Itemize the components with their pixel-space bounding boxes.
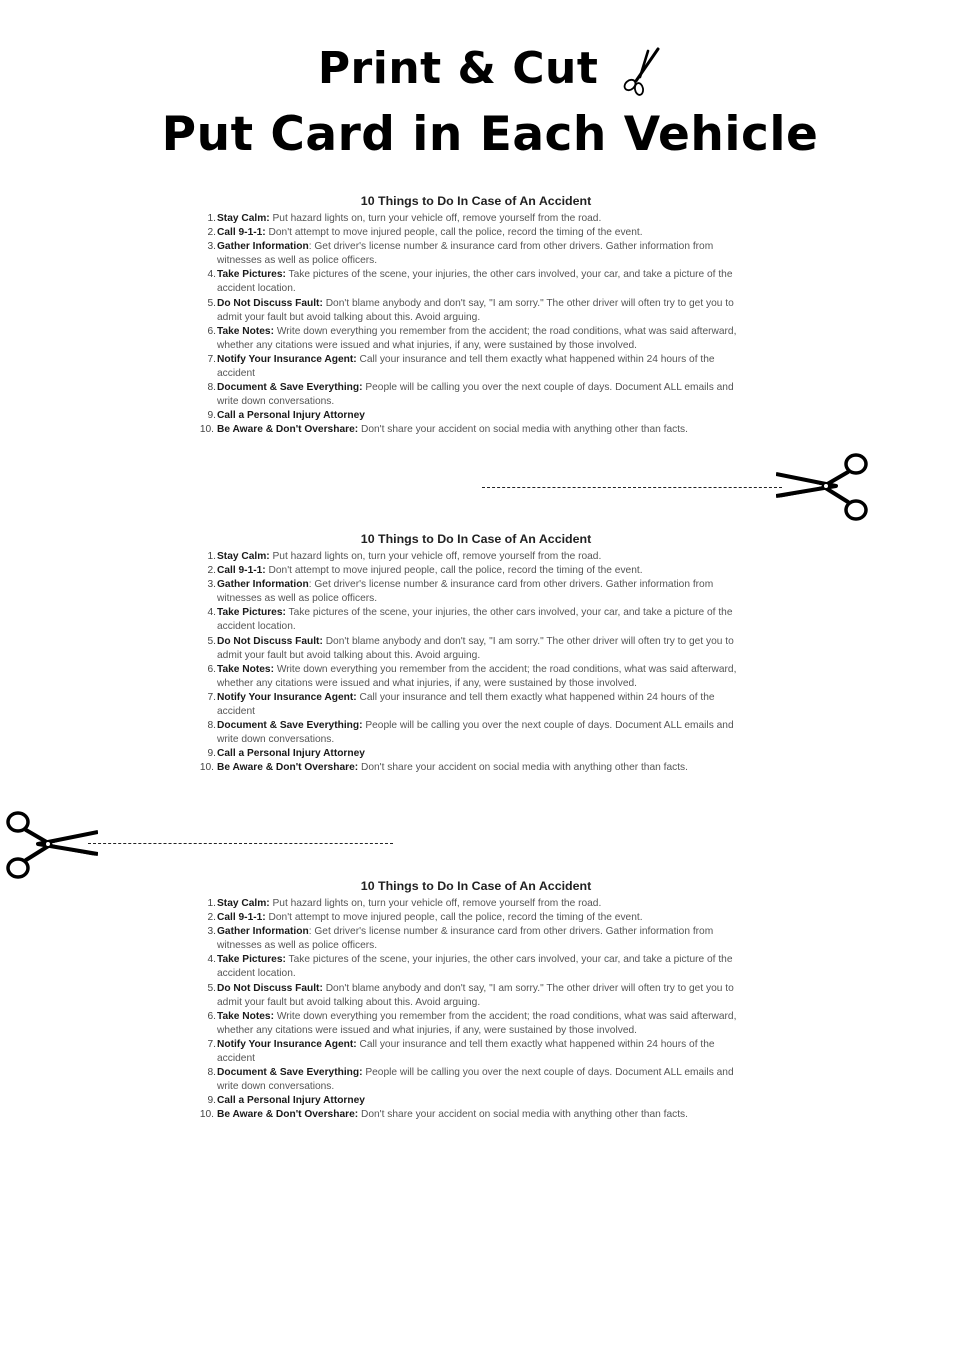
page-title-line-1 <box>0 40 980 98</box>
print-and-cut-heading: Print & Cut <box>317 43 599 94</box>
list-item: 4. Take Pictures: Take pictures of the scene, your injuries, the other cars involved, your car, and take a picture of the accident location. <box>207 269 733 295</box>
list-item: 5. Do Not Discuss Fault: Don't blame anybody and don't say, "I am sorry." The other driver will often try to get you to admit your fault but avoid talking about this. Avoid arguing. <box>207 635 734 661</box>
list-item: 5. Do Not Discuss Fault: Don't blame anybody and don't say, "I am sorry." The other driver will often try to get you to admit your fault but avoid talking about this. Avoid arguing. <box>207 982 734 1008</box>
scissors-icon <box>2 808 98 880</box>
list-item: 10. Be Aware & Don't Overshare: Don't share your accident on social media with anything other than facts. <box>199 1109 688 1121</box>
list-item: 7. Notify Your Insurance Agent: Call your insurance and tell them exactly what happened within 24 hours of the accident <box>207 691 715 718</box>
list-item: 2. Call 9-1-1: Don't attempt to move injured people, call the police, record the timing of the event. <box>207 227 643 239</box>
list-item: 8. Document & Save Everything: People will be calling you over the next couple of days. Document ALL emails and write down conversations. <box>207 382 734 408</box>
list-item: 8. Document & Save Everything: People will be calling you over the next couple of days. Document ALL emails and write down conversations. <box>207 1067 734 1093</box>
card-title: 10 Things to Do In Case of An Accident <box>360 532 592 546</box>
list-item: 9. Call a Personal Injury Attorney <box>207 1095 365 1107</box>
list-item: 1. Stay Calm: Put hazard lights on, turn your vehicle off, remove yourself from the road. <box>207 213 602 224</box>
list-item: 5. Do Not Discuss Fault: Don't blame anybody and don't say, "I am sorry." The other driver will often try to get you to admit your fault but avoid talking about this. Avoid arguing. <box>207 297 734 323</box>
list-item: 10. Be Aware & Don't Overshare: Don't share your accident on social media with anything other than facts. <box>199 424 688 436</box>
accident-card-3 <box>200 879 740 1123</box>
card-title: 10 Things to Do In Case of An Accident <box>360 879 592 893</box>
scissors-icon <box>776 450 872 522</box>
list-item: 4. Take Pictures: Take pictures of the scene, your injuries, the other cars involved, your car, and take a picture of the accident location. <box>207 954 733 980</box>
list-item: 4. Take Pictures: Take pictures of the scene, your injuries, the other cars involved, your car, and take a picture of the accident location. <box>207 607 733 633</box>
list-item: 9. Call a Personal Injury Attorney <box>207 748 365 760</box>
list-item: 2. Call 9-1-1: Don't attempt to move injured people, call the police, record the timing of the event. <box>207 565 643 577</box>
list-item: 2. Call 9-1-1: Don't attempt to move injured people, call the police, record the timing of the event. <box>207 912 643 924</box>
checklist <box>200 897 740 1123</box>
list-item: 8. Document & Save Everything: People will be calling you over the next couple of days. Document ALL emails and write down conversations. <box>207 720 734 746</box>
list-item: 7. Notify Your Insurance Agent: Call your insurance and tell them exactly what happened within 24 hours of the accident <box>207 353 715 380</box>
list-item: 10. Be Aware & Don't Overshare: Don't share your accident on social media with anything other than facts. <box>199 762 688 774</box>
accident-card-2 <box>200 532 740 776</box>
checklist <box>200 212 740 438</box>
list-item: 6. Take Notes: Write down everything you remember from the accident; the road conditions, what was said afterward, whether any citations were issued and what injuries, if any, were sustained by those involved. <box>207 663 737 689</box>
list-item: 6. Take Notes: Write down everything you remember from the accident; the road conditions, what was said afterward, whether any citations were issued and what injuries, if any, were sustained by those involved. <box>207 1010 737 1036</box>
checklist <box>200 550 740 776</box>
list-item: 6. Take Notes: Write down everything you remember from the accident; the road conditions, what was said afterward, whether any citations were issued and what injuries, if any, were sustained by those involved. <box>207 325 737 351</box>
page-title-line-2: Put Card in Each Vehicle <box>161 107 819 162</box>
list-item: 1. Stay Calm: Put hazard lights on, turn your vehicle off, remove yourself from the road. <box>207 898 602 909</box>
list-item: 9. Call a Personal Injury Attorney <box>207 410 365 422</box>
dashed-cut-line-2 <box>88 843 393 844</box>
scissors-icon <box>618 47 662 97</box>
list-item: 3. Gather Information: Get driver's license number & insurance card from other drivers. Gather information from witnesses as well as police officers. <box>207 241 714 267</box>
list-item: 7. Notify Your Insurance Agent: Call your insurance and tell them exactly what happened within 24 hours of the accident <box>207 1038 715 1065</box>
list-item: 3. Gather Information: Get driver's license number & insurance card from other drivers. Gather information from witnesses as well as police officers. <box>207 579 714 605</box>
list-item: 3. Gather Information: Get driver's license number & insurance card from other drivers. Gather information from witnesses as well as police officers. <box>207 926 714 952</box>
list-item: 1. Stay Calm: Put hazard lights on, turn your vehicle off, remove yourself from the road. <box>207 551 602 562</box>
accident-card-1 <box>200 194 740 438</box>
dashed-cut-line-1 <box>482 487 782 488</box>
card-title: 10 Things to Do In Case of An Accident <box>360 194 592 208</box>
